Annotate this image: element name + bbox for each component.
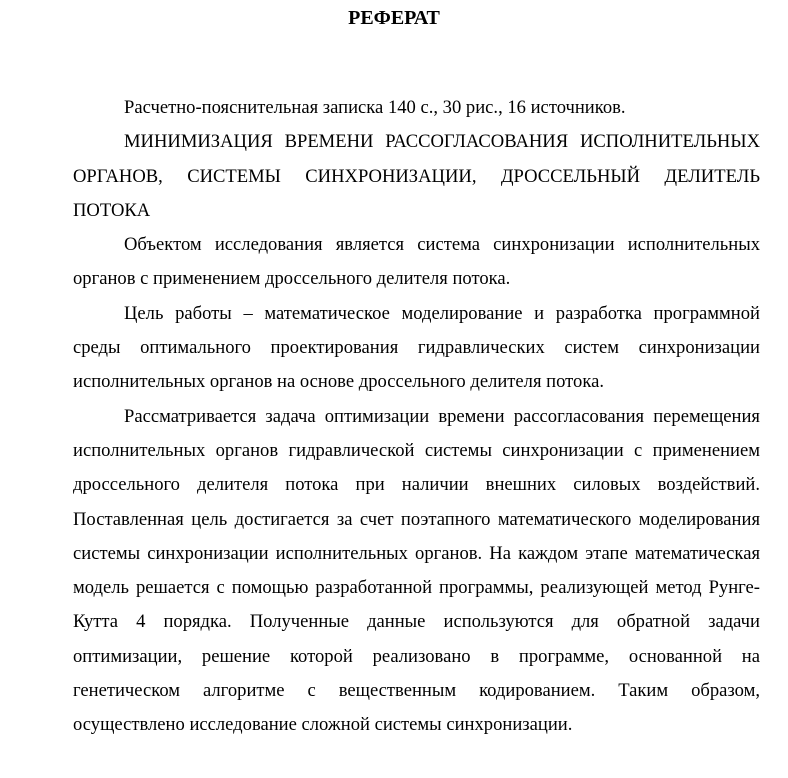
paragraph-keywords: МИНИМИЗАЦИЯ ВРЕМЕНИ РАССОГЛАСОВАНИЯ ИСПОЛНИТЕЛЬНЫХ ОРГАНОВ, СИСТЕМЫ СИНХРОНИЗАЦИИ, ДРОССЕЛЬНЫЙ ДЕЛИТЕЛЬ ПОТОКА [73, 131, 760, 221]
paragraph-goal: Цель работы – математическое моделирование и разработка программной среды оптимального проектирования гидравлических систем синхронизации исполнительных органов на основе дроссельного делителя потока. [73, 302, 760, 393]
paragraph-object: Объектом исследования является система синхронизации исполнительных органов с применением дроссельного делителя потока. [73, 234, 760, 290]
paragraph-description: Рассматривается задача оптимизации времени рассогласования перемещения исполнительных органов гидравлической системы синхронизации с применением дроссельного делителя потока при наличии внешних силовых воздействий. Поставленная цель достигается за счет поэтапного математического моделирования системы синхронизации исполнительных органов. На каждом этапе математическая модель решается с помощью разработанной программы, реализующей метод Рунге-Кутта 4 порядка. Полученные данные используются для обратной задачи оптимизации, решение которой реализовано в программе, основанной на генетическом алгоритме с вещественным кодированием. Таким образом, осуществлено исследование сложной системы синхронизации. [73, 405, 760, 736]
document-body [73, 91, 760, 743]
paragraph-summary: Расчетно-пояснительная записка 140 с., 30 рис., 16 источников. [124, 97, 626, 118]
document-title: РЕФЕРАТ [348, 7, 440, 29]
